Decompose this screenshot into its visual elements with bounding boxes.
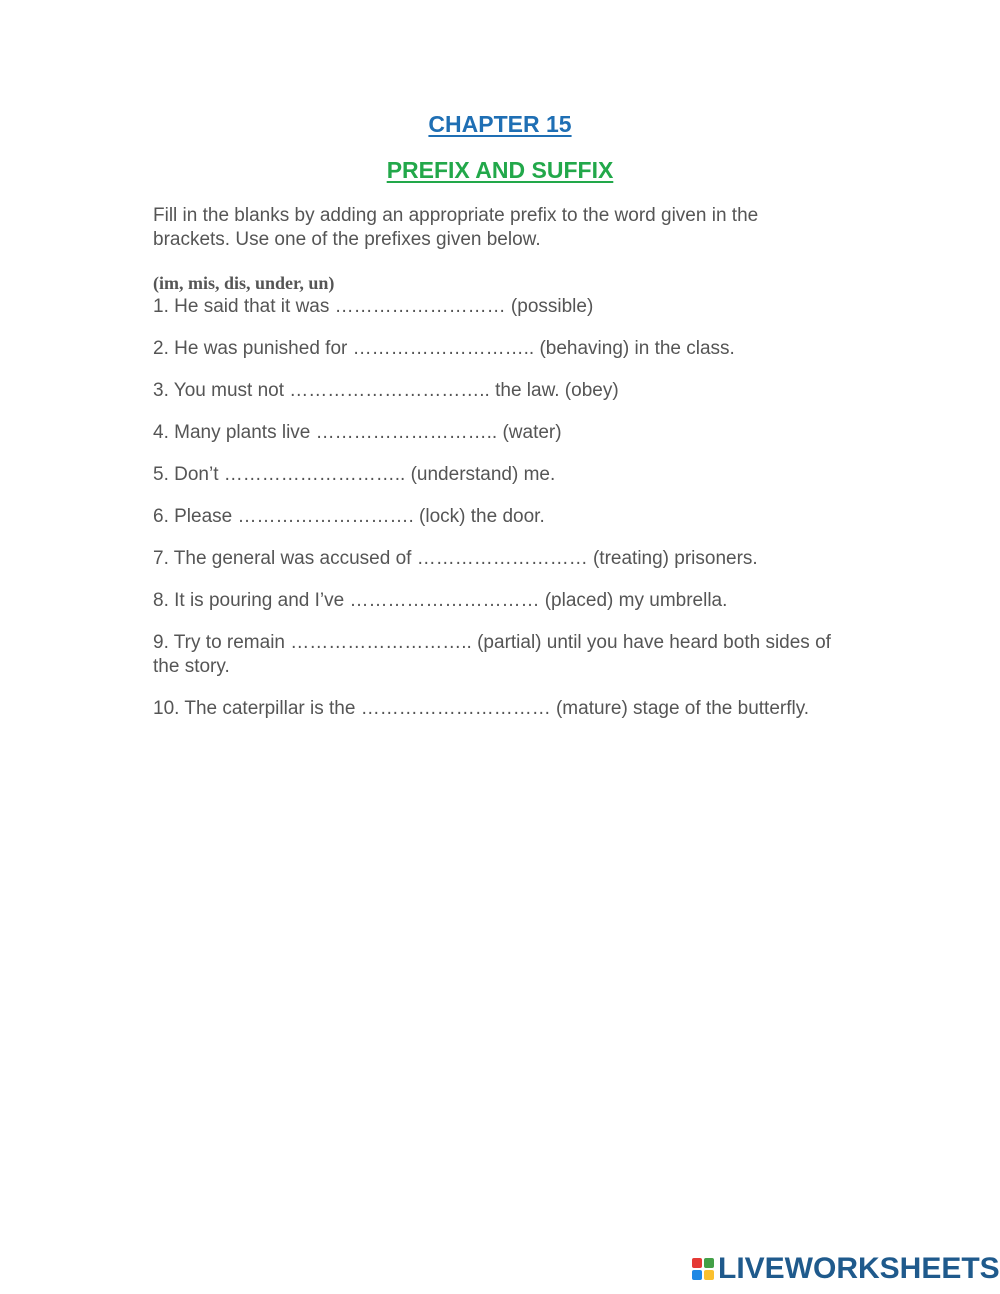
live-blocks-icon: [692, 1258, 714, 1280]
question-8: 8. It is pouring and I’ve ………………………… (placed) my umbrella.: [153, 590, 728, 611]
question-3: 3. You must not ………………………….. the law. (obey): [153, 380, 619, 401]
question-5: 5. Don’t ……………………….. (understand) me.: [153, 464, 556, 485]
logo-block-v: [692, 1270, 702, 1280]
question-6: 6. Please ………………………. (lock) the door.: [153, 506, 545, 527]
question-9: 9. Try to remain ……………………….. (partial) until you have heard both sides of the story.: [153, 632, 831, 677]
logo-block-e: [704, 1270, 714, 1280]
logo-block-l: [692, 1258, 702, 1268]
instructions: Fill in the blanks by adding an appropriate prefix to the word given in the brackets. Use one of the prefixes given below.: [153, 205, 759, 250]
question-1: 1. He said that it was ……………………… (possible): [153, 296, 594, 317]
worksheet-content: [153, 204, 833, 739]
liveworksheets-logo: [692, 1254, 1000, 1284]
prefix-options: (im, mis, dis, under, un): [153, 273, 335, 293]
question-4: 4. Many plants live ……………………….. (water): [153, 422, 562, 443]
brand-name: LIVEWORKSHEETS: [718, 1252, 1000, 1285]
logo-block-i: [704, 1258, 714, 1268]
section-title: PREFIX AND SUFFIX: [386, 157, 614, 183]
chapter-title: CHAPTER 15: [428, 111, 572, 137]
question-2: 2. He was punished for ……………………….. (behaving) in the class.: [153, 338, 735, 359]
question-10: 10. The caterpillar is the ………………………… (mature) stage of the butterfly.: [153, 698, 810, 719]
question-7: 7. The general was accused of ……………………… (treating) prisoners.: [153, 548, 758, 569]
